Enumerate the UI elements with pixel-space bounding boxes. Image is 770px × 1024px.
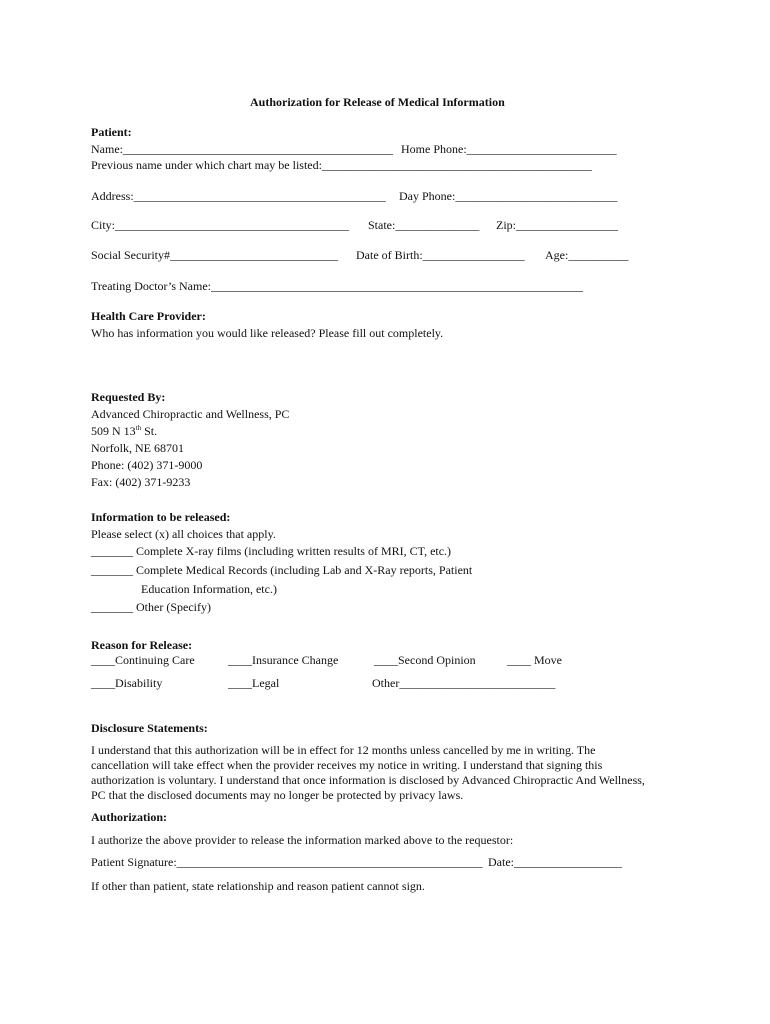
info-instruction: Please select (x) all choices that apply. — [91, 527, 276, 541]
requested-street — [91, 424, 157, 438]
reason-other: Other__________________________ — [372, 676, 556, 690]
disclosure-line: PC that the disclosed documents may no longer be protected by privacy laws. — [91, 788, 464, 802]
reason-legal: ____Legal — [228, 676, 280, 690]
reason-move: ____ Move — [507, 653, 562, 667]
ssn-field: Social Security#____________________________ — [91, 248, 338, 262]
disclosure-heading: Disclosure Statements: — [91, 721, 208, 735]
reason-heading: Reason for Release: — [91, 638, 193, 652]
disclosure-line: authorization is voluntary. I understand that once information is disclosed by Advanced Chiropractic And Wellness, — [91, 773, 645, 787]
disclosure-line: cancellation will take effect when the provider receives my notice in writing. I understand that signing this — [91, 758, 603, 772]
address-field: Address:__________________________________________ — [91, 189, 386, 203]
info-heading: Information to be released: — [91, 510, 231, 524]
zip-field: Zip:_________________ — [496, 218, 618, 232]
street-suffix: th — [135, 424, 142, 432]
doctor-field: Treating Doctor’s Name:______________________________________________________________ — [91, 279, 583, 293]
provider-heading: Health Care Provider: — [91, 309, 206, 323]
dob-field: Date of Birth:_________________ — [356, 248, 525, 262]
home-phone-field: Home Phone:_________________________ — [401, 142, 617, 156]
reason-insurance-change: ____Insurance Change — [228, 653, 339, 667]
street-name: St. — [141, 424, 158, 438]
disclosure-line: I understand that this authorization will be in effect for 12 months unless cancelled by me in writing. The — [91, 743, 596, 757]
name-field: Name:_____________________________________________ — [91, 142, 393, 156]
form-title: Authorization for Release of Medical Information — [250, 95, 505, 109]
info-option-records-cont: Education Information, etc.) — [141, 582, 277, 596]
street-number: 509 N 13 — [91, 424, 136, 438]
signature-date-field: Date:__________________ — [488, 855, 622, 869]
provider-question: Who has information you would like released? Please fill out completely. — [91, 326, 444, 340]
info-option-xray: _______ Complete X-ray films (including written results of MRI, CT, etc.) — [91, 544, 452, 558]
patient-heading: Patient: — [91, 125, 132, 139]
reason-disability: ____Disability — [91, 676, 163, 690]
authorization-statement: I authorize the above provider to release the information marked above to the requestor: — [91, 833, 514, 847]
patient-signature-field: Patient Signature:___________________________________________________ — [91, 855, 483, 869]
requested-fax: Fax: (402) 371-9233 — [91, 475, 191, 489]
day-phone-field: Day Phone:___________________________ — [399, 189, 618, 203]
requested-heading: Requested By: — [91, 390, 166, 404]
info-option-other: _______ Other (Specify) — [91, 600, 211, 614]
previous-name-field: Previous name under which chart may be listed:_____________________________________________ — [91, 158, 592, 172]
requested-city: Norfolk, NE 68701 — [91, 441, 184, 455]
reason-second-opinion: ____Second Opinion — [374, 653, 476, 667]
authorization-heading: Authorization: — [91, 810, 167, 824]
age-field: Age:__________ — [545, 248, 629, 262]
state-field: State:______________ — [368, 218, 480, 232]
reason-continuing-care: ____Continuing Care — [91, 653, 195, 667]
requested-phone: Phone: (402) 371-9000 — [91, 458, 203, 472]
requested-org: Advanced Chiropractic and Wellness, PC — [91, 407, 290, 421]
info-option-records: _______ Complete Medical Records (including Lab and X-Ray reports, Patient — [91, 563, 473, 577]
city-field: City:_______________________________________ — [91, 218, 350, 232]
authorization-note: If other than patient, state relationship and reason patient cannot sign. — [91, 879, 425, 893]
